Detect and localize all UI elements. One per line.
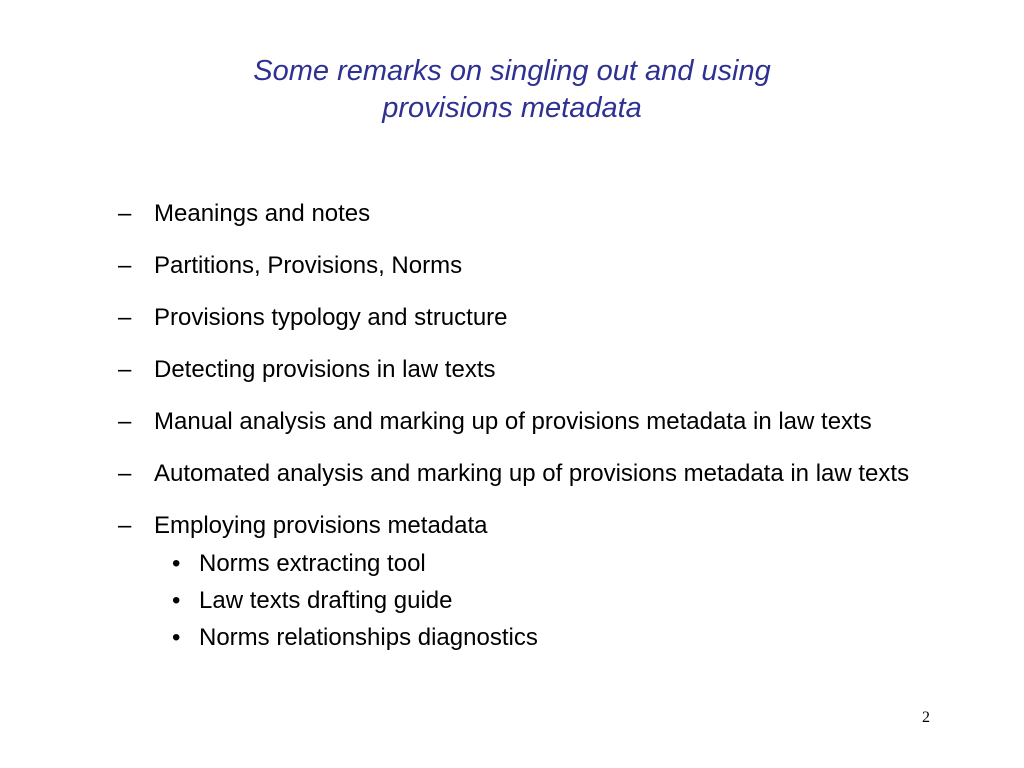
bullet-text: Manual analysis and marking up of provisions metadata in law texts — [154, 408, 872, 435]
dash-marker: – — [118, 356, 132, 383]
bullet-text: Employing provisions metadata — [154, 512, 488, 539]
sub-bullet-item — [118, 548, 918, 579]
slide-title-line-2: provisions metadata — [382, 92, 642, 124]
bullet-text: Partitions, Provisions, Norms — [154, 252, 463, 279]
bullet-text: Provisions typology and structure — [154, 304, 508, 331]
page-number: 2 — [922, 709, 930, 726]
sub-bullet-list — [118, 548, 918, 653]
dash-marker: – — [118, 460, 132, 487]
bullet-text: Detecting provisions in law texts — [154, 356, 496, 383]
sub-bullet-item — [118, 585, 918, 616]
dash-marker: – — [118, 200, 132, 227]
bullet-dot-marker: • — [172, 550, 181, 577]
bullet-item — [118, 250, 918, 281]
bullet-item — [118, 458, 918, 489]
sub-bullet-item — [118, 622, 918, 653]
bullet-text: Meanings and notes — [154, 200, 371, 227]
sub-list-container — [118, 548, 918, 653]
dash-marker: – — [118, 304, 132, 331]
slide-title — [150, 53, 874, 127]
bullet-item — [118, 406, 918, 437]
bullet-item — [118, 198, 918, 229]
bullet-dot-marker: • — [172, 624, 181, 651]
bullet-item — [118, 302, 918, 333]
bullet-dot-marker: • — [172, 587, 181, 614]
slide-title-line-1: Some remarks on singling out and using — [253, 55, 771, 87]
sub-bullet-text: Norms extracting tool — [199, 550, 426, 577]
bullet-list — [118, 198, 918, 659]
bullet-item — [118, 354, 918, 385]
dash-marker: – — [118, 252, 132, 279]
dash-marker: – — [118, 512, 132, 539]
sub-bullet-text: Norms relationships diagnostics — [199, 624, 538, 651]
bullet-text: Automated analysis and marking up of provisions metadata in law texts — [154, 460, 910, 487]
bullet-item — [118, 510, 918, 541]
dash-marker: – — [118, 408, 132, 435]
sub-bullet-text: Law texts drafting guide — [199, 587, 453, 614]
